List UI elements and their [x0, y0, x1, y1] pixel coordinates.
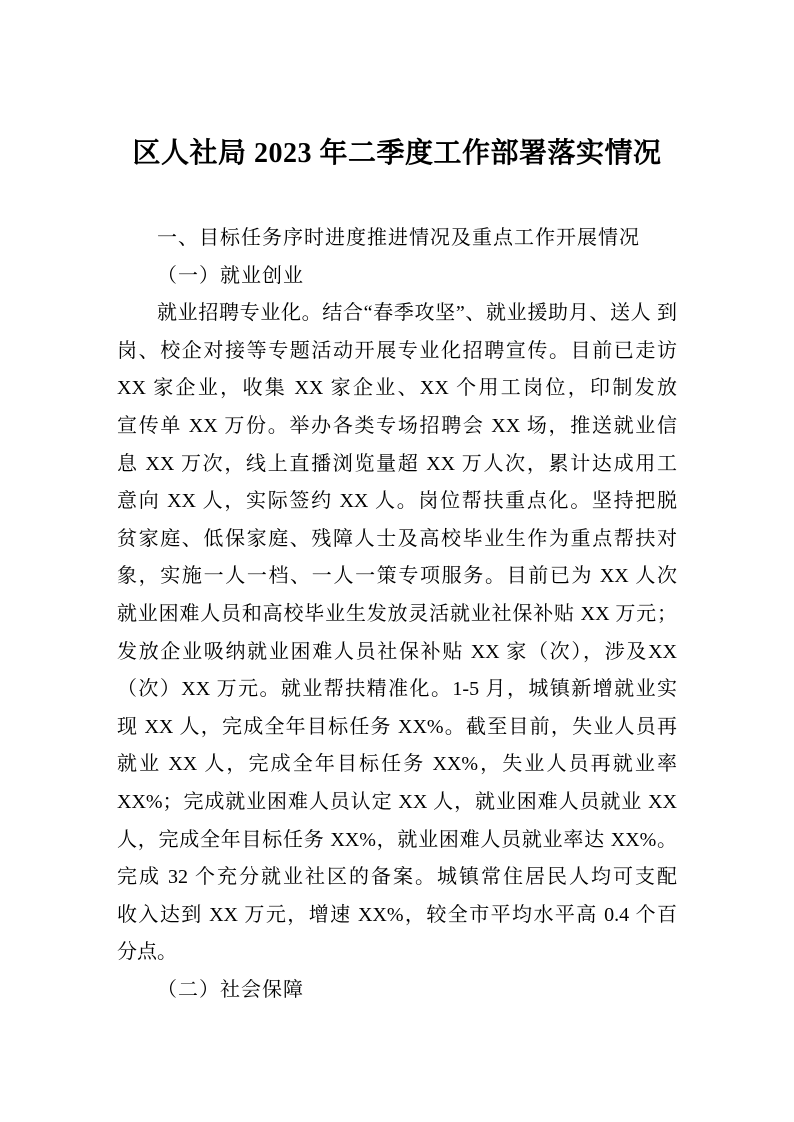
- body-text-line: 完成 32 个充分就业社区的备案。城镇常住居民人均可支配: [117, 866, 677, 889]
- body-text-line: 息 XX 万次，线上直播浏览量超 XX 万人次，累计达成用工: [117, 452, 677, 475]
- body-text-line: 意向 XX 人，实际签约 XX 人。岗位帮扶重点化。坚持把脱: [117, 490, 677, 513]
- body-text-line: 发放企业吸纳就业困难人员社保补贴 XX 家（次），涉及XX: [117, 640, 677, 663]
- section-heading: （一）就业创业: [157, 264, 304, 287]
- body-text-line: 岗、校企对接等专题活动开展专业化招聘宣传。目前已走访: [117, 339, 677, 362]
- section-heading: （二）社会保障: [157, 978, 304, 1001]
- document-body: [117, 220, 677, 1009]
- body-text-line: 收入达到 XX 万元，增速 XX%，较全市平均水平高 0.4 个百: [117, 903, 677, 926]
- body-text-line: XX%；完成就业困难人员认定 XX 人，就业困难人员就业 XX: [117, 790, 677, 813]
- body-text-line: 现 XX 人，完成全年目标任务 XX%。截至目前，失业人员再: [117, 715, 677, 738]
- page-title: 区人社局 2023 年二季度工作部署落实情况: [132, 138, 662, 169]
- body-text-line: 贫家庭、低保家庭、残障人士及高校毕业生作为重点帮扶对: [117, 527, 677, 550]
- body-text-line: 人，完成全年目标任务 XX%，就业困难人员就业率达 XX%。: [117, 828, 677, 851]
- body-text-line: 就业 XX 人，完成全年目标任务 XX%，失业人员再就业率: [117, 753, 677, 776]
- body-text-line: 就业招聘专业化。结合“春季攻坚”、就业援助月、送人 到: [157, 302, 677, 325]
- body-text-line: 分点。: [117, 941, 177, 964]
- body-text-line: 象，实施一人一档、一人一策专项服务。目前已为 XX 人次: [117, 565, 677, 588]
- body-text-line: XX 家企业，收集 XX 家企业、XX 个用工岗位，印制发放: [117, 377, 677, 400]
- body-text-line: （次）XX 万元。就业帮扶精准化。1-5 月，城镇新增就业实: [117, 678, 677, 701]
- body-text-line: 就业困难人员和高校毕业生发放灵活就业社保补贴 XX 万元；: [117, 602, 677, 625]
- section-heading: 一、目标任务序时进度推进情况及重点工作开展情况: [157, 227, 640, 249]
- body-text-line: 宣传单 XX 万份。举办各类专场招聘会 XX 场，推送就业信: [117, 414, 677, 437]
